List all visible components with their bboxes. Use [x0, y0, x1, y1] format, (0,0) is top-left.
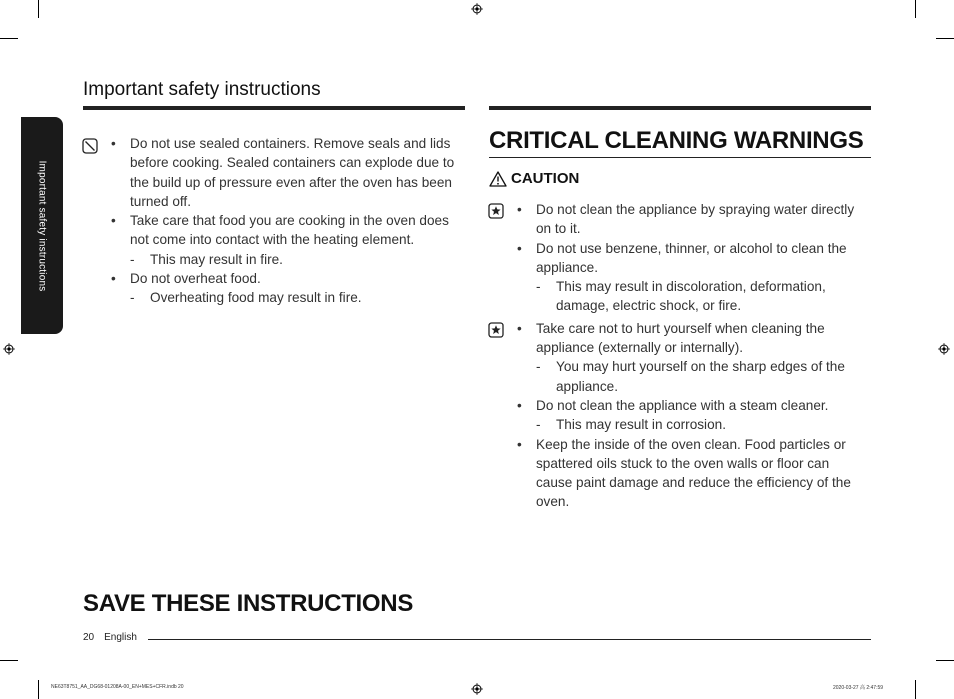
print-slug-date: 2020-03-27 高 2:47:59	[833, 685, 884, 691]
crop-mark	[915, 0, 916, 18]
critical-heading: CRITICAL CLEANING WARNINGS	[489, 127, 864, 154]
sub-item: - This may result in discoloration, deformation, damage, electric shock, or fire.	[514, 277, 868, 316]
section-title: Important safety instructions	[83, 79, 321, 100]
no-symbol-icon	[82, 138, 98, 154]
bullet-item: • Take care not to hurt yourself when cleaning the appliance (externally or internally).	[514, 319, 868, 358]
star-square-icon	[488, 203, 504, 219]
bullet-item: • Do not clean the appliance by spraying water directly on to it.	[514, 200, 868, 239]
bullet-item: • Take care that food you are cooking in the oven does not come into contact with the heating element.	[108, 211, 463, 250]
registration-mark-icon	[938, 343, 950, 355]
sub-item: - Overheating food may result in fire.	[108, 288, 463, 307]
crop-mark	[38, 680, 39, 699]
bullet-item: • Keep the inside of the oven clean. Food particles or spattered oils stuck to the oven walls or floor can cause paint damage and reduce the efficiency of the oven.	[514, 435, 868, 512]
caution-group	[514, 200, 868, 316]
sub-item: - This may result in fire.	[108, 250, 463, 269]
crop-mark	[0, 660, 18, 661]
registration-mark-icon	[3, 343, 15, 355]
side-tab-label: Important safety instructions	[36, 160, 48, 291]
caution-group	[514, 319, 868, 512]
crop-mark	[936, 38, 954, 39]
caution-bullet-list	[514, 200, 868, 316]
sub-item: - You may hurt yourself on the sharp edges of the appliance.	[514, 357, 868, 396]
caution-bullet-list	[514, 319, 868, 512]
left-warning-group	[108, 134, 463, 308]
left-bullet-list	[108, 134, 463, 308]
heading-rule	[489, 157, 871, 158]
registration-mark-icon	[471, 3, 483, 15]
warning-triangle-icon	[489, 171, 507, 187]
side-tab	[21, 117, 63, 334]
bullet-item: • Do not overheat food.	[108, 269, 463, 288]
print-slug-file: NE63T8751_AA_DG68-01208A-00_EN+MES+CFR.indb 20	[51, 684, 184, 690]
crop-mark	[0, 38, 18, 39]
left-column	[108, 134, 463, 308]
star-square-icon	[488, 322, 504, 338]
crop-mark	[915, 680, 916, 699]
right-column	[514, 200, 868, 512]
page-footer	[83, 632, 147, 643]
crop-mark	[936, 660, 954, 661]
footer-language: English	[104, 632, 137, 643]
caution-text: CAUTION	[511, 170, 580, 187]
section-rule-right	[489, 106, 871, 110]
caution-label	[489, 170, 579, 187]
bullet-item: • Do not clean the appliance with a steam cleaner.	[514, 396, 868, 415]
bullet-item: • Do not use sealed containers. Remove seals and lids before cooking. Sealed containers can explode due to the build up of pressure even after the oven has been turned off.	[108, 134, 463, 211]
section-rule-left	[83, 106, 465, 110]
sub-item: - This may result in corrosion.	[514, 415, 868, 434]
registration-mark-icon	[471, 683, 483, 695]
save-heading: SAVE THESE INSTRUCTIONS	[83, 590, 414, 617]
crop-mark	[38, 0, 39, 18]
bullet-item: • Do not use benzene, thinner, or alcohol to clean the appliance.	[514, 239, 868, 278]
page-number: 20	[83, 632, 95, 643]
footer-rule	[148, 639, 871, 640]
